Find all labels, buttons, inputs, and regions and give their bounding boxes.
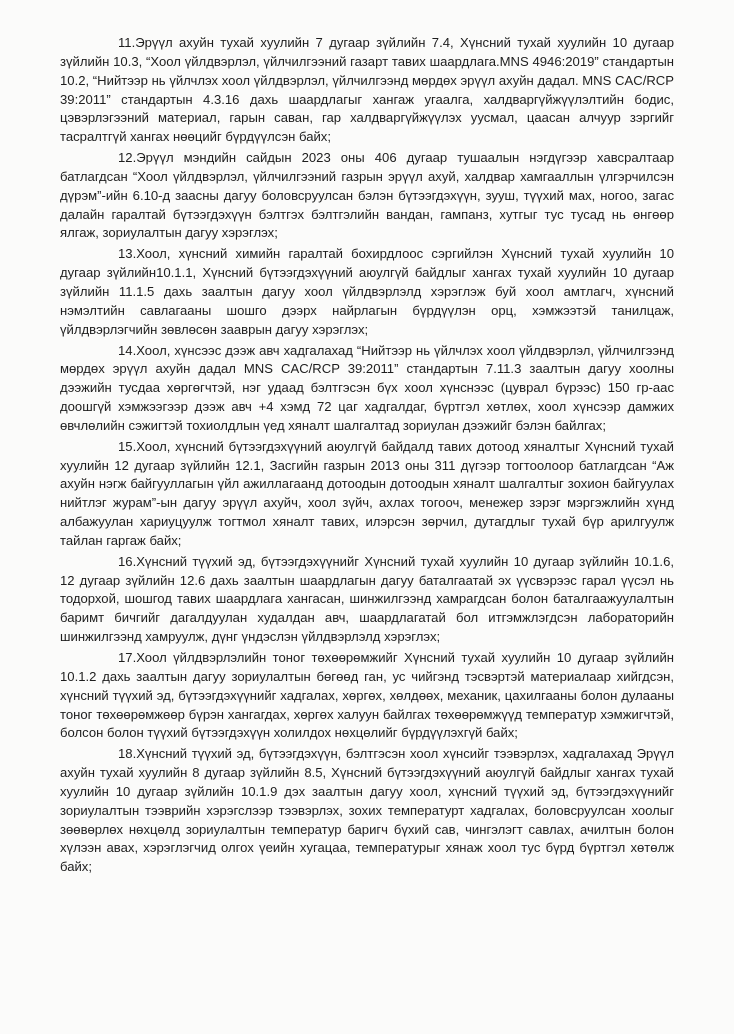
paragraph-16: 16.Хүнсний түүхий эд, бүтээгдэхүүнийг Хүнсний тухай хуулийн 10 дугаар зүйлийн 10.1.6, 12 дугаар зүйлийн 12.6 дахь заалтын шаардлагын дагуу баталгаатай эх үүсвэрээс гарал үүсэл нь тодорхой, шошгод тавих шаардлага хангасан, шинжилгээнд хамрагдсан болон баталгаажуулалтын баримт бичгийг дагалдуулан худалдан авч, шаардлагатай бол итгэмжлэгдсэн лабораторийн шинжилгээнд хамруулж, дүнг үндэслэн үйлдвэрлэлд хэрэглэх; [60,553,674,645]
paragraph-11: 11.Эрүүл ахуйн тухай хуулийн 7 дугаар зүйлийн 7.4, Хүнсний тухай хуулийн 10 дугаар зүйлийн 10.3, “Хоол үйлдвэрлэл, үйлчилгээний газарт тавих шаардлага.MNS 4946:2019” стандартын 10.2, “Нийтээр нь үйлчлэх хоол үйлдвэрлэл, үйлчилгээнд мөрдөх эрүүл ахуйн дадал. MNS CAC/RCP 39:2011” стандартын 4.3.16 дахь шаардлагыг хангаж угаалга, халдваргүйжүүлэлтийн бодис, цэвэрлэгээний материал, гарын саван, гар халдваргүйжүүлэх уусмал, цаасан алчуур зэргийг тасралтгүй хангах нөөцийг бүрдүүлсэн байх; [60,35,674,145]
paragraph-18: 18.Хүнсний түүхий эд, бүтээгдэхүүн, бэлтгэсэн хоол хүнсийг тээвэрлэх, хадгалахад Эрүүл ахуйн тухай хуулийн 8 дугаар зүйлийн 8.5, Хүнсний бүтээгдэхүүний аюулгүй байдлыг хангах тухай хуулийн 10 дугаар зүйлийн 10.1.9 дэх заалтын дагуу хоол, хүнсний түүхий эд, бүтээгдэхүүнийг зориулалтын тээврийн хэрэгслээр тээвэрлэх, зохих температурт хадгалах, боловсруулсан хоолыг зөөвөрлөх нөхцөлд зориулалтын температур баригч бүхий сав, чингэлэгт савлах, ачилтын болон хүлээн авах, хэрэглэгчид олгох үеийн хугацаа, температурыг хянаж хоол тус бүрд бүртгэл хөтөлж байх; [60,746,674,875]
paragraph-15: 15.Хоол, хүнсний бүтээгдэхүүний аюулгүй байдалд тавих дотоод хяналтыг Хүнсний тухай хуулийн 12 дугаар зүйлийн 12.1, Засгийн газрын 2013 оны 311 дүгээр тогтоолоор батлагдсан “Аж ахуйн нэгж байгууллагын үйл ажиллагаанд дотоодын дотоодын хяналт шалгалтыг зохион байгуулах нийтлэг журам”-ын дагуу эрүүл ахуйч, хоол зүйч, ахлах тогооч, менежер зэрэг мэргэжлийн хүнд албажуулан хариуцуулж тогтмол хяналт тавих, илэрсэн зөрчил, дутагдлыг тухай бүр арилгуулж тайлан гаргаж байх; [60,438,674,548]
paragraph-17: 17.Хоол үйлдвэрлэлийн тоног төхөөрөмжийг Хүнсний тухай хуулийн 10 дугаар зүйлийн 10.1.2 дахь заалтын дагуу зориулалтын бөгөөд ган, ус чийгэнд тэсвэртэй материалаар хийгдсэн, хүнсний түүхий эд, бүтээгдэхүүнийг хадгалах, хөргөх, хөлдөөх, механик, цахилгааны болон дулааны тоног төхөөрөмжөөр бүрэн хангагдах, хөргөх халуун байлгах төхөөрөмжүүд температур хэмжигчтэй, болсон болон түүхий бүтээгдэхүүн холилдох нөхцөлийг бүрдүүлэхгүй байх; [60,650,674,741]
paragraph-13: 13.Хоол, хүнсний химийн гаралтай бохирдлоос сэргийлэн Хүнсний тухай хуулийн 10 дугаар зүйлийн10.1.1, Хүнсний бүтээгдэхүүний аюулгүй байдлыг хангах тухай хуулийн 10 дугаар зүйлийн 11.1.5 дахь заалтын дагуу хоол үйлдвэрлэлд хэрэглэж буй хоол амтлагч, хүнсний нэмэлтийн савлагааны шошго дээрх найрлагын бүрдүүлэн орц, хэмжээтэй танилцаж, үйлдвэрлэгчийн зөвлөсөн зааврын дагуу хэрэглэх; [60,246,674,337]
paragraph-14: 14.Хоол, хүнсээс дээж авч хадгалахад “Нийтээр нь үйлчлэх хоол үйлдвэрлэл, үйлчилгээнд мөрдөх эрүүл ахуйн дадал MNS CAC/RCP 39:2011” стандартын 7.11.3 заалтын дагуу хоолны дээжийн тусдаа хөргөгчтэй, нэг удаад бэлтгэсэн бүх хоол хүнснээс (цуврал бүрээс) 150 гр-аас доошгүй хэмжээгээр дээж авч +4 хэмд 72 цаг хадгалдаг, бүртгэл хөтлөх, хоол хүнсээр дамжих өвчлөлийн сэжигтэй тохиолдлын үед хяналт шалгалтад зориулан дээжийг бэлэн байлгах; [60,342,674,433]
paragraph-12: 12.Эрүүл мэндийн сайдын 2023 оны 406 дугаар тушаалын нэгдүгээр хавсралтаар батлагдсан “Хоол үйлдвэрлэл, үйлчилгээний газрын эрүүл ахуй, халдвар хамгааллын үлгэрчилсэн дүрэм”-ийн 6.10-д заасны дагуу боловсруулсан бэлэн бүтээгдэхүүн, зууш, түүхий мах, ногоо, загас далайн гаралтай бүтээгдэхүүн бэлтгэх бэлтгэлийн вандан, гампанз, хутгыг тус тусад нь өнгөөр ялгаж, зориулалтын дагуу хэрэглэх; [60,150,674,241]
